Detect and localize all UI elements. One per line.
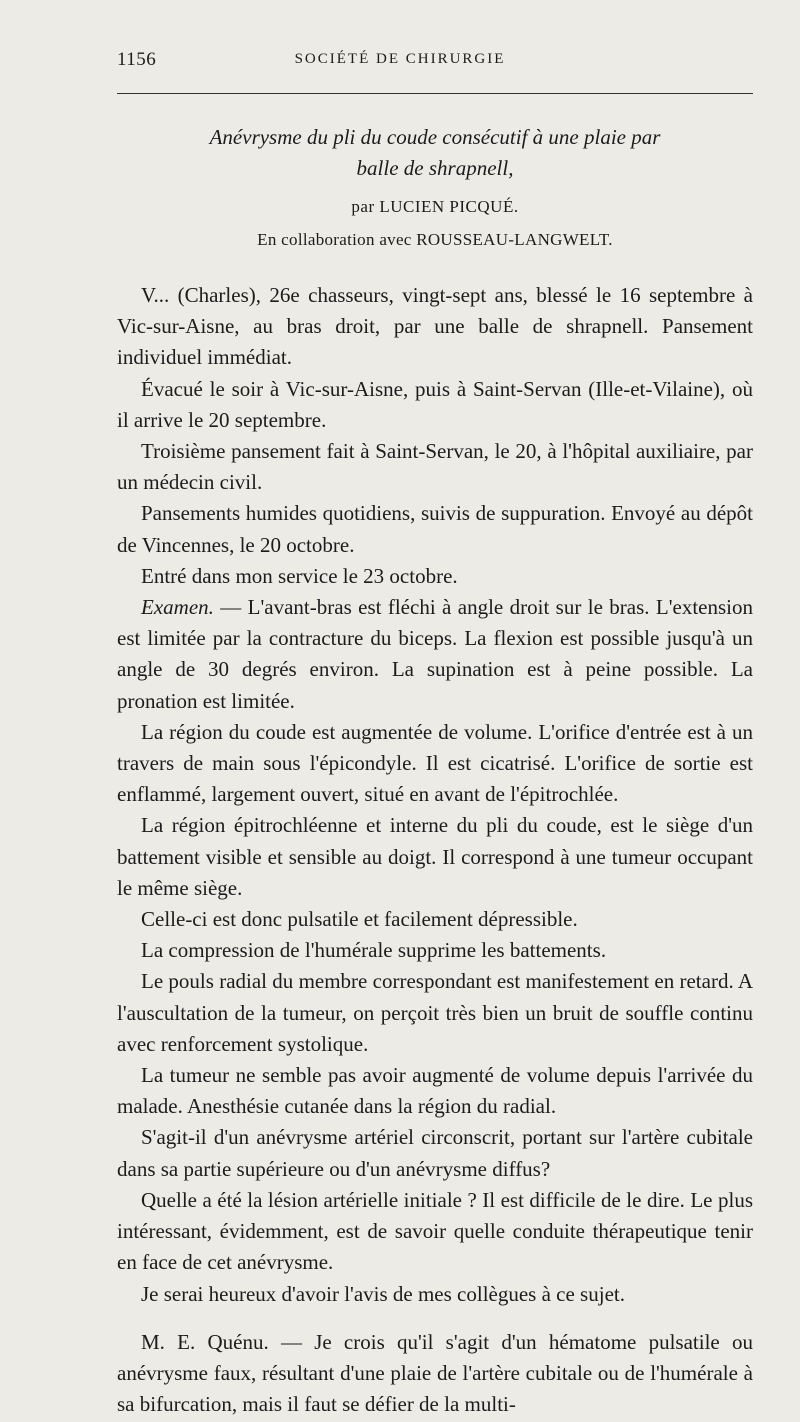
paragraph: Quelle a été la lésion artérielle initiale ? Il est difficile de le dire. Le plus intéressant, évidemment, est de savoir quelle conduite thérapeutique tenir en face de cet anévrysme. <box>117 1187 753 1275</box>
paragraph: Évacué le soir à Vic-sur-Aisne, puis à Saint-Servan (Ille-et-Vilaine), où il arrive le 20 septembre. <box>117 376 753 432</box>
paragraph: Troisième pansement fait à Saint-Servan, le 20, à l'hôpital auxiliaire, par un médecin civil. <box>117 439 753 495</box>
paragraph: S'agit-il d'un anévrysme artériel circonscrit, portant sur l'artère cubitale dans sa partie supérieure ou d'un anévrysme diffus? <box>117 1125 753 1181</box>
byline: par LUCIEN PICQUÉ. <box>351 197 519 216</box>
paragraph: Celle-ci est donc pulsatile et facilement dépressible. <box>141 907 578 932</box>
paragraph: Je serai heureux d'avoir l'avis de mes collègues à ce sujet. <box>141 1281 625 1306</box>
article-body <box>117 280 753 1420</box>
paragraph: V... (Charles), 26e chasseurs, vingt-sept ans, blessé le 16 septembre à Vic-sur-Aisne, au bras droit, par une balle de shrapnell. Pansement individuel immédiat. <box>117 283 753 370</box>
paragraph: Pansements humides quotidiens, suivis de suppuration. Envoyé au dépôt de Vincennes, le 20 octobre. <box>117 501 753 557</box>
discussion-speaker: M. E. Quénu. <box>141 1329 269 1354</box>
title-line-2: balle de shrapnell, <box>356 156 514 180</box>
header-rule <box>117 93 753 94</box>
paragraph: La région épitrochléenne et interne du pli du coude, est le siège d'un battement visible et sensible au doigt. Il correspond à une tumeur occupant le même siège. <box>117 813 753 900</box>
paragraph: La compression de l'humérale supprime les battements. <box>141 938 607 963</box>
running-title: SOCIÉTÉ DE CHIRURGIE <box>294 51 506 67</box>
paragraph: La région du coude est augmentée de volume. L'orifice d'entrée est à un travers de main sous l'épicondyle. Il est cicatrisé. L'orifice de sortie est enflammé, largement ouvert, situé en avant de l'épitrochlée. <box>117 719 753 807</box>
discussion-dash: — <box>268 1329 315 1354</box>
paragraph-examen <box>117 592 753 717</box>
title-line-1: Anévrysme du pli du coude consécutif à une plaie par <box>209 125 661 149</box>
examen-label: Examen. <box>141 595 214 620</box>
paragraph: Entré dans mon service le 23 octobre. <box>141 563 458 588</box>
collaboration-line: En collaboration avec ROUSSEAU-LANGWELT. <box>257 230 613 249</box>
examen-text: L'avant-bras est fléchi à angle droit sur le bras. L'extension est limitée par la contracture du biceps. La flexion est possible jusqu'à un angle de 30 degrés environ. La supination est à peine possible. La pronation est limitée. <box>117 595 753 713</box>
paragraph: La tumeur ne semble pas avoir augmenté de volume depuis l'arrivée du malade. Anesthésie cutanée dans la région du radial. <box>117 1063 753 1119</box>
paragraph: Le pouls radial du membre correspondant est manifestement en retard. A l'auscultation de la tumeur, on perçoit très bien un bruit de souffle continu avec renforcement systolique. <box>117 969 753 1056</box>
article-title <box>117 122 753 184</box>
examen-dash: — <box>213 595 248 620</box>
page-number: 1156 <box>117 49 157 70</box>
discussion-text: Je crois qu'il s'agit d'un hématome pulsatile ou anévrysme faux, résultant d'une plaie de l'artère cubitale ou de l'humérale à sa bifurcation, mais il faut se défier de la multi- <box>117 1329 753 1417</box>
discussion-paragraph <box>117 1327 753 1421</box>
